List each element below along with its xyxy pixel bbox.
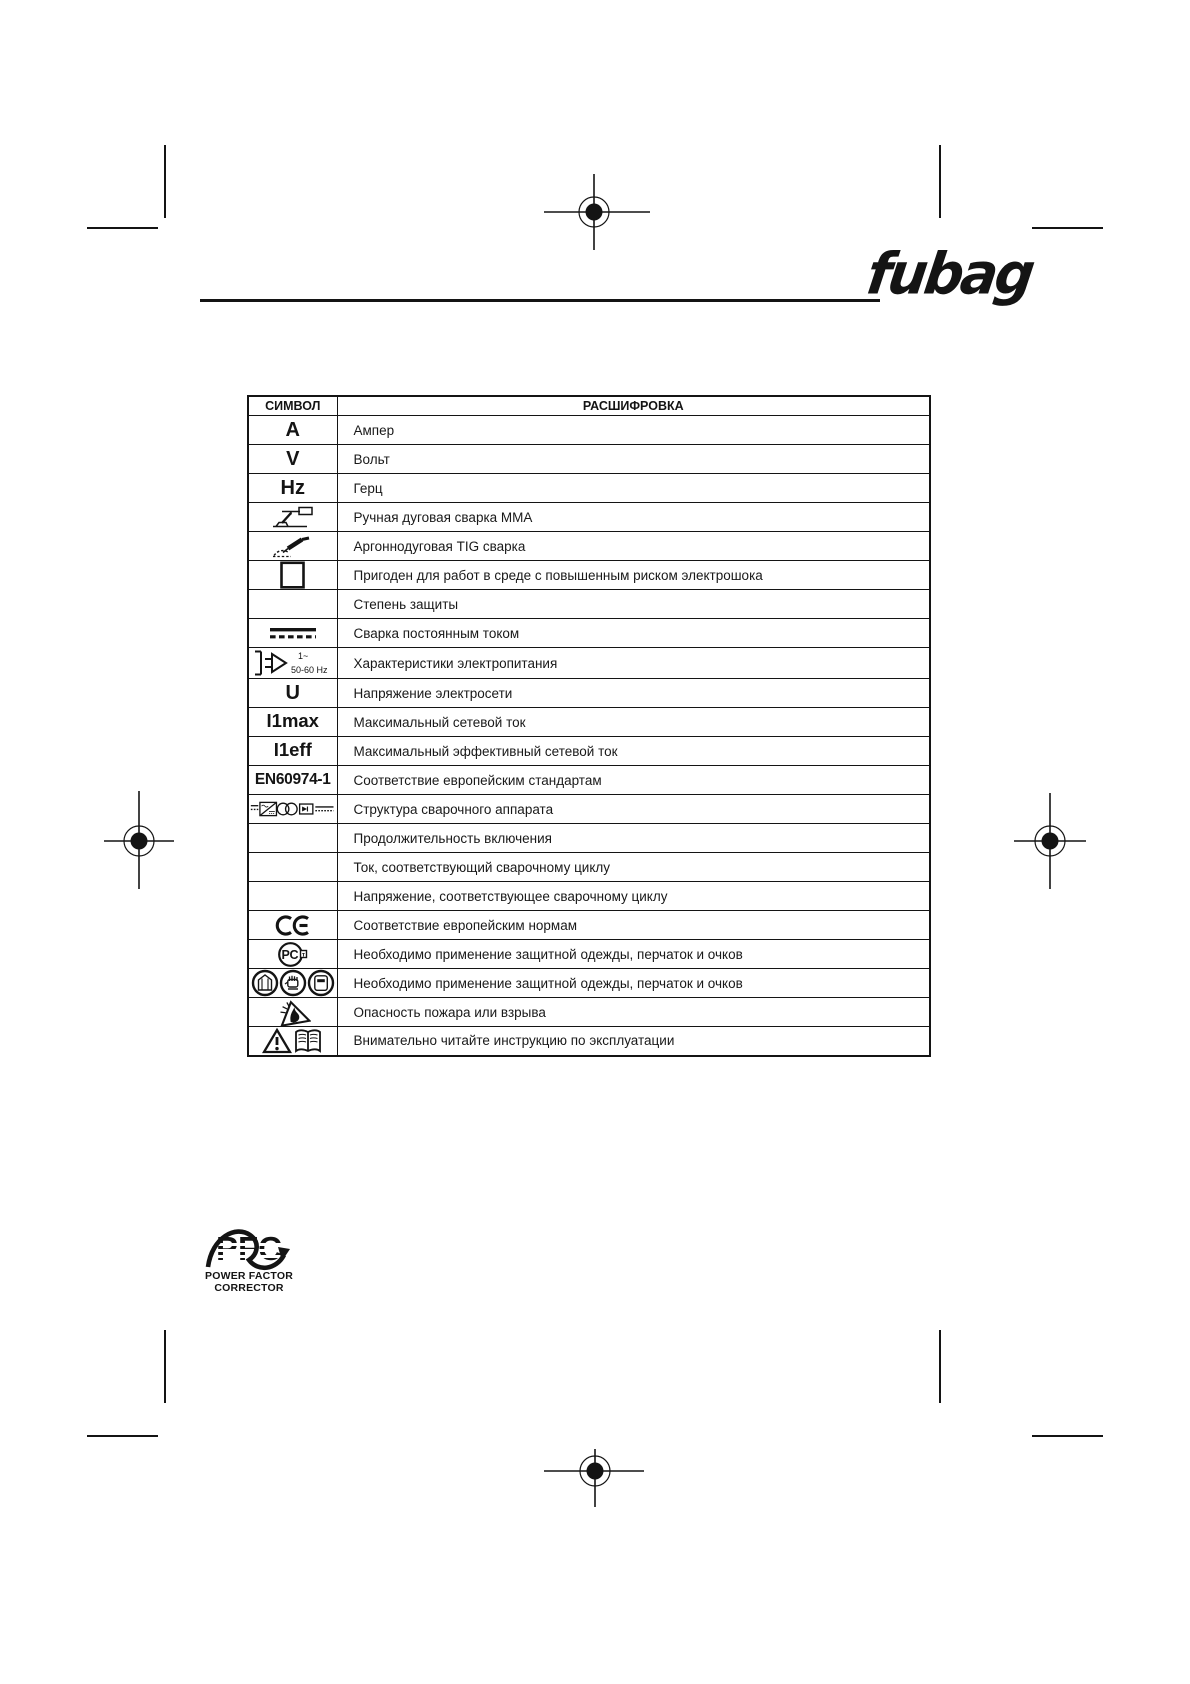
protective-equipment-icon (251, 969, 335, 997)
symbol-cell (248, 708, 337, 737)
symbol-i1max: I1max (266, 710, 319, 731)
table-header-row (248, 396, 930, 416)
table-row (248, 532, 930, 561)
registration-mark-left (104, 791, 174, 889)
symbol-cell (248, 766, 337, 795)
gost-mark-small-letter: т (302, 950, 306, 958)
table-row (248, 737, 930, 766)
symbol-ampere: A (285, 418, 300, 441)
meaning-cell: Напряжение электросети (337, 679, 930, 708)
pfc-subtitle-line1: POWER FACTOR (205, 1270, 293, 1282)
meaning-cell: Ток, соответствующий сварочному циклу (337, 853, 930, 882)
meaning-cell: Вольт (337, 445, 930, 474)
meaning-cell: Структура сварочного аппарата (337, 795, 930, 824)
registration-mark-bottom-center (544, 1449, 644, 1507)
table-row (248, 648, 930, 679)
registration-mark-right (1014, 793, 1086, 889)
meaning-cell: Соответствие европейским стандартам (337, 766, 930, 795)
col-header-symbol: СИМВОЛ (265, 399, 321, 413)
pfc-logo (201, 1231, 297, 1294)
meaning-cell: Пригоден для работ в среде с повышенным риском электрошока (337, 561, 930, 590)
symbol-volt: V (286, 447, 300, 470)
pfc-stripe (214, 1243, 284, 1246)
table-row (248, 474, 930, 503)
symbol-cell (248, 679, 337, 708)
fire-explosion-hazard-icon (275, 998, 311, 1026)
table-row (248, 766, 930, 795)
table-row (248, 853, 930, 882)
symbol-cell (248, 911, 337, 940)
pfc-stripe (214, 1249, 284, 1252)
symbol-cell (248, 737, 337, 766)
symbol-cell-empty (248, 882, 337, 911)
mma-welding-icon (271, 505, 315, 530)
symbol-cell-empty (248, 590, 337, 619)
registration-mark-top-center (544, 174, 650, 250)
symbol-cell-empty (248, 824, 337, 853)
symbol-cell-empty (248, 853, 337, 882)
meaning-cell: Необходимо применение защитной одежды, перчаток и очков (337, 969, 930, 998)
ce-mark-icon (274, 914, 311, 937)
table-row (248, 619, 930, 648)
meaning-cell: Максимальный сетевой ток (337, 708, 930, 737)
read-manual-icon (262, 1027, 324, 1054)
table-row (248, 824, 930, 853)
header-rule (200, 299, 880, 302)
gost-mark-letters: РС (281, 947, 299, 962)
symbols-table (247, 395, 931, 1057)
table-row (248, 911, 930, 940)
tig-welding-icon (271, 534, 315, 559)
symbol-cell (248, 795, 337, 824)
pfc-stripe (214, 1255, 284, 1258)
meaning-cell: Соответствие европейским нормам (337, 911, 930, 940)
table-row (248, 969, 930, 998)
symbol-cell (248, 619, 337, 648)
table-row (248, 590, 930, 619)
symbol-cell (248, 998, 337, 1027)
meaning-cell: Аргоннодуговая TIG сварка (337, 532, 930, 561)
meaning-cell: Внимательно читайте инструкцию по эксплуатации (337, 1027, 930, 1056)
meaning-cell: Герц (337, 474, 930, 503)
inverter-structure-icon (250, 797, 336, 821)
symbol-cell (248, 503, 337, 532)
symbol-cell (248, 969, 337, 998)
mains-phase-label: 1~ (297, 651, 309, 661)
symbol-cell (248, 474, 337, 503)
dc-current-icon (269, 627, 317, 640)
symbol-cell (248, 1027, 337, 1056)
symbol-en60974-1: EN60974-1 (254, 771, 331, 788)
mains-frequency-label: 50-60 Hz (290, 665, 328, 675)
table-row (248, 561, 930, 590)
meaning-cell: Необходимо применение защитной одежды, перчаток и очков (337, 940, 930, 969)
table-row (248, 1027, 930, 1056)
table-row (248, 795, 930, 824)
table-row (248, 998, 930, 1027)
pfc-subtitle-line2: CORRECTOR (214, 1281, 284, 1294)
high-risk-environment-icon (278, 561, 308, 589)
meaning-cell: Характеристики электропитания (337, 648, 930, 679)
symbol-mains-voltage: U (285, 681, 300, 704)
meaning-cell: Продолжительность включения (337, 824, 930, 853)
meaning-cell: Максимальный эффективный сетевой ток (337, 737, 930, 766)
meaning-cell: Ручная дуговая сварка ММА (337, 503, 930, 532)
table-row (248, 940, 930, 969)
symbol-cell (248, 648, 337, 679)
col-header-meaning: РАСШИФРОВКА (337, 396, 930, 416)
table-row (248, 679, 930, 708)
meaning-cell: Степень защиты (337, 590, 930, 619)
meaning-cell: Ампер (337, 416, 930, 445)
table-row (248, 708, 930, 737)
table-row (248, 445, 930, 474)
symbol-hertz: Hz (280, 476, 305, 499)
gost-r-mark-icon (277, 941, 308, 968)
meaning-cell: Сварка постоянным током (337, 619, 930, 648)
table-row (248, 882, 930, 911)
mains-supply-icon (251, 648, 335, 678)
fubag-logo: fubag (863, 240, 1037, 307)
symbol-cell (248, 445, 337, 474)
symbol-cell (248, 561, 337, 590)
table-row (248, 416, 930, 445)
symbol-cell (248, 416, 337, 445)
symbol-cell (248, 940, 337, 969)
meaning-cell: Опасность пожара или взрыва (337, 998, 930, 1027)
meaning-cell: Напряжение, соответствующее сварочному циклу (337, 882, 930, 911)
table-row (248, 503, 930, 532)
symbol-i1eff: I1eff (273, 739, 312, 760)
symbol-cell (248, 532, 337, 561)
pfc-logo-mark (216, 1231, 282, 1271)
